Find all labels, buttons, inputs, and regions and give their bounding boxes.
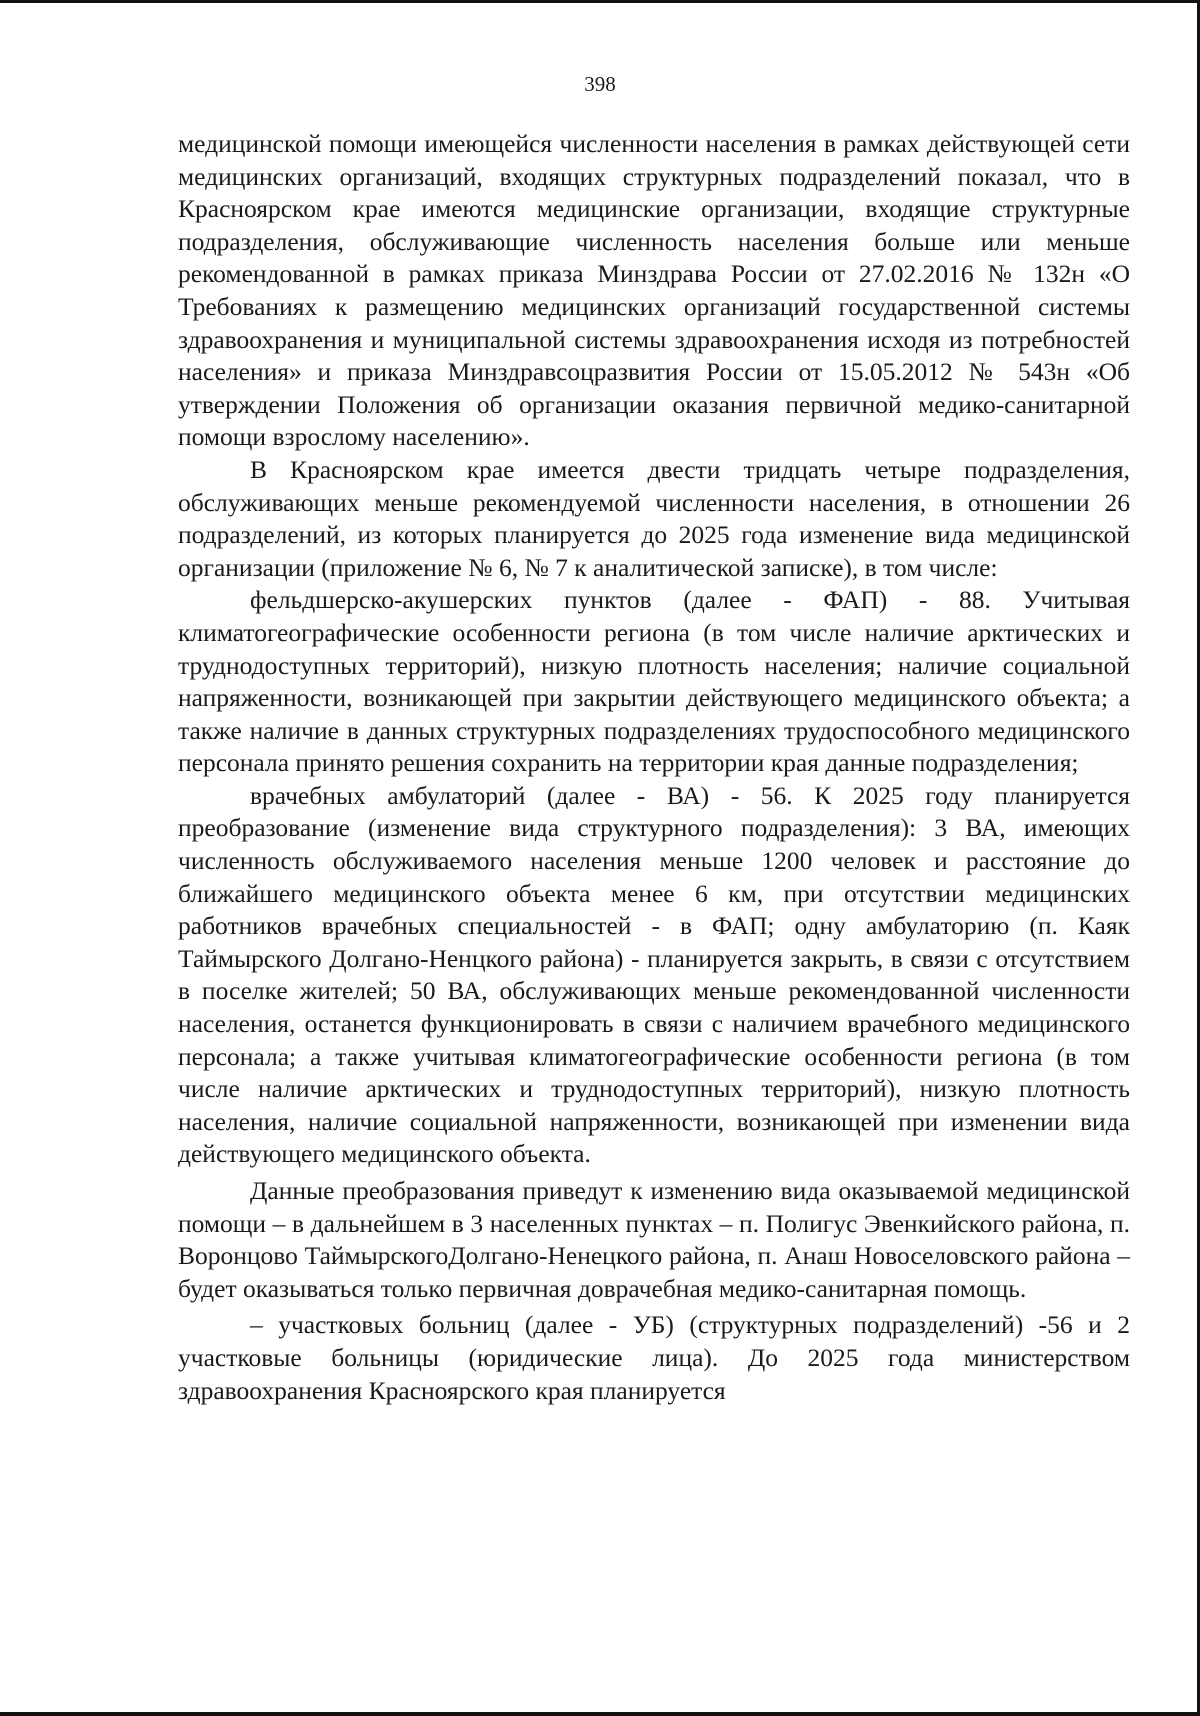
paragraph-subdivisions: В Красноярском крае имеется двести тридцать четыре подразделения, обслуживающих меньше рекомендуемой численности населения, в отношении 26 подразделений, из которых планируется до 2025 года изменение вида медицинской организации (приложение № 6, № 7 к аналитической записке), в том числе:	[178, 454, 1130, 582]
paragraph-transformations: Данные преобразования приведут к изменению вида оказываемой медицинской помощи – в дальнейшем в 3 населенных пунктах – п. Полигус Эвенкийского района, п. Воронцово ТаймырскогоДолгано-Ненецкого района, п. Анаш Новоселовского района – будет оказываться только первичная доврачебная медико-санитарная помощь.	[178, 1176, 1130, 1303]
page-number: 398	[584, 72, 616, 96]
paragraph-continued: медицинской помощи имеющейся численности населения в рамках действующей сети медицинских организаций, входящих структурных подразделений показал, что в Красноярском крае имеются медицинские организации, входящие структурные подразделения, обслуживающие численность населения больше или меньше рекомендованной в рамках приказа Минздрава России от 27.02.2016 № 132н «О Требованиях к размещению медицинских организаций государственной системы здравоохранения и муниципальной системы здравоохранения исходя из потребностей населения» и приказа Минздравсоцразвития России от 15.05.2012 № 543н «Об утверждении Положения об организации оказания первичной медико-санитарной помощи взрослому населению».	[178, 129, 1130, 452]
paragraph-fap: фельдшерско-акушерских пунктов (далее - ФАП) - 88. Учитывая климатогеографические особенности региона (в том числе наличие арктических и труднодоступных территорий), низкую плотность населения; наличие социальной напряженности, возникающей при закрытии действующего медицинского объекта; а также наличие в данных структурных подразделениях трудоспособного медицинского персонала принято решения сохранить на территории края данные подразделения;	[178, 585, 1130, 778]
scan-bottom-edge	[0, 1712, 1200, 1716]
document-body	[178, 128, 1130, 1407]
paragraph-ambulatories: врачебных амбулаторий (далее - ВА) - 56. К 2025 году планируется преобразование (изменение вида структурного подразделения): 3 ВА, имеющих численность обслуживаемого населения меньше 1200 человек и расстояние до ближайшего медицинского объекта менее 6 км, при отсутствии медицинских работников врачебных специальностей - в ФАП; одну амбулаторию (п. Каяк Таймырского Долгано-Ненцкого района) - планируется закрыть, в связи с отсутствием в поселке жителей; 50 ВА, обслуживающих меньше рекомендованной численности населения, останется функционировать в связи с наличием врачебного медицинского персонала; а также учитывая климатогеографические особенности региона (в том числе наличие арктических и труднодоступных территорий), низкую плотность населения, наличие социальной напряженности, возникающей при изменении вида действующего медицинского объекта.	[178, 780, 1130, 1169]
paragraph-district-hospitals: – участковых больниц (далее - УБ) (структурных подразделений) -56 и 2 участковые больницы (юридические лица). До 2025 года министерством здравоохранения Красноярского края планируется	[178, 1310, 1130, 1405]
scan-top-edge	[0, 0, 1200, 3]
